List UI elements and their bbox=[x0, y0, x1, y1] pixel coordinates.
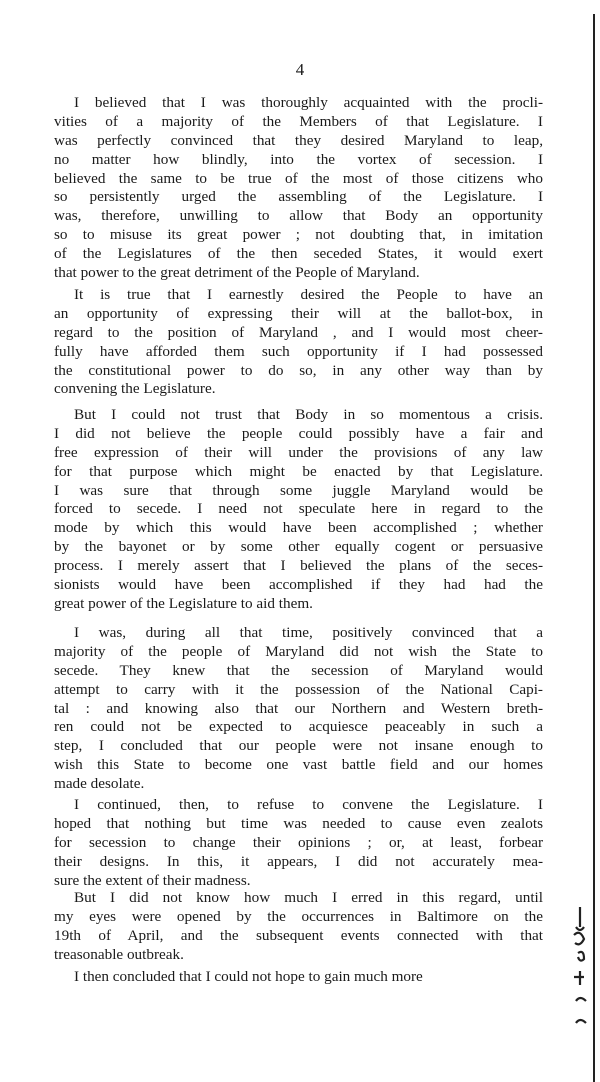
text-line: process. I merely assert that I believed the plans of the seces- bbox=[54, 557, 543, 575]
page-number: 4 bbox=[295, 60, 305, 79]
text-line: for secession to change their opinions ; or, at least, forbear bbox=[54, 833, 543, 851]
text-line: no matter how blindly, into the vortex of secession. I bbox=[54, 150, 543, 168]
text-line: I did not believe the people could possibly have a fair and bbox=[54, 424, 543, 442]
text-line: attempt to carry with it the possession of the National Capi- bbox=[54, 680, 543, 698]
text-line: 19th of April, and the subsequent events connected with that bbox=[54, 926, 543, 944]
text-line: I was, during all that time, positively convinced that a bbox=[74, 624, 543, 641]
text-line: their designs. In this, it appears, I did not accurately mea- bbox=[54, 852, 543, 870]
text-line: secede. They knew that the secession of Maryland would bbox=[54, 661, 543, 679]
text-line: I continued, then, to refuse to convene the Legislature. I bbox=[74, 796, 543, 813]
paragraph bbox=[54, 968, 543, 987]
text-line: free expression of their will under the provisions of any law bbox=[54, 443, 543, 461]
text-line: believed the same to be true of the most of those citizens who bbox=[54, 169, 543, 187]
text-line: wish this State to become one vast battle field and our homes bbox=[54, 756, 543, 774]
text-line: sionists would have been accomplished if they had had the bbox=[54, 576, 543, 594]
text-line: of the Legislatures of the then seceded States, it would exert bbox=[54, 245, 543, 263]
text-line: was perfectly convinced that they desired Maryland to leap, bbox=[54, 131, 543, 149]
text-line: was, therefore, unwilling to allow that Body an opportunity bbox=[54, 207, 543, 225]
text-line: ren could not be expected to acquiesce peaceably in such a bbox=[54, 718, 543, 736]
text-line: by the bayonet or by some other equally cogent or persuasive bbox=[54, 538, 543, 556]
text-line: my eyes were opened by the occurrences in Baltimore on the bbox=[54, 907, 543, 925]
text-line: convening the Legislature. bbox=[54, 380, 216, 398]
paragraph bbox=[54, 406, 543, 614]
text-line: But I could not trust that Body in so momentous a crisis. bbox=[74, 406, 543, 423]
text-line: mode by which this would have been accomplished ; whether bbox=[54, 519, 543, 537]
text-line: sure the extent of their madness. bbox=[54, 871, 251, 889]
paragraph bbox=[54, 94, 543, 283]
text-line: regard to the position of Maryland , and I would most cheer- bbox=[54, 323, 543, 341]
text-line: so to misuse its great power ; not doubting that, in imitation bbox=[54, 226, 543, 244]
paragraph bbox=[54, 889, 543, 965]
paragraph bbox=[54, 624, 543, 794]
text-line: fully have afforded them such opportunity if I had possessed bbox=[54, 342, 543, 360]
paragraph bbox=[54, 796, 543, 890]
text-line: great power of the Legislature to aid them. bbox=[54, 594, 313, 612]
text-line: so persistently urged the assembling of the Legislature. I bbox=[54, 188, 543, 206]
text-line: an opportunity of expressing their will at the ballot-box, in bbox=[54, 304, 543, 322]
text-line: It is true that I earnestly desired the People to have an bbox=[74, 286, 543, 303]
text-line: made desolate. bbox=[54, 775, 145, 793]
text-line: But I did not know how much I erred in this regard, until bbox=[74, 889, 543, 906]
page-edge-binding-line bbox=[593, 14, 595, 1082]
text-line: I was sure that through some juggle Maryland would be bbox=[54, 481, 543, 499]
text-line: tal : and knowing also that our Northern and Western breth- bbox=[54, 699, 543, 717]
text-line: vities of a majority of the Members of that Legislature. I bbox=[54, 112, 543, 130]
text-line: forced to secede. I need not speculate here in regard to the bbox=[54, 500, 543, 518]
text-line: treasonable outbreak. bbox=[54, 945, 184, 963]
text-line: majority of the people of Maryland did not wish the State to bbox=[54, 642, 543, 660]
text-line: for that purpose which might be enacted by that Legislature. bbox=[54, 462, 543, 480]
text-line: that power to the great detriment of the People of Maryland. bbox=[54, 264, 420, 282]
paragraph bbox=[54, 286, 543, 399]
handwritten-margin-marks bbox=[568, 905, 592, 1035]
text-line: I believed that I was thoroughly acquainted with the procli- bbox=[74, 94, 543, 111]
text-line: the constitutional power to do so, in any other way than by bbox=[54, 361, 543, 379]
text-line: I then concluded that I could not hope to gain much more bbox=[74, 968, 423, 985]
text-line: hoped that nothing but time was needed to cause even zealots bbox=[54, 814, 543, 832]
text-line: step, I concluded that our people were not insane enough to bbox=[54, 737, 543, 755]
